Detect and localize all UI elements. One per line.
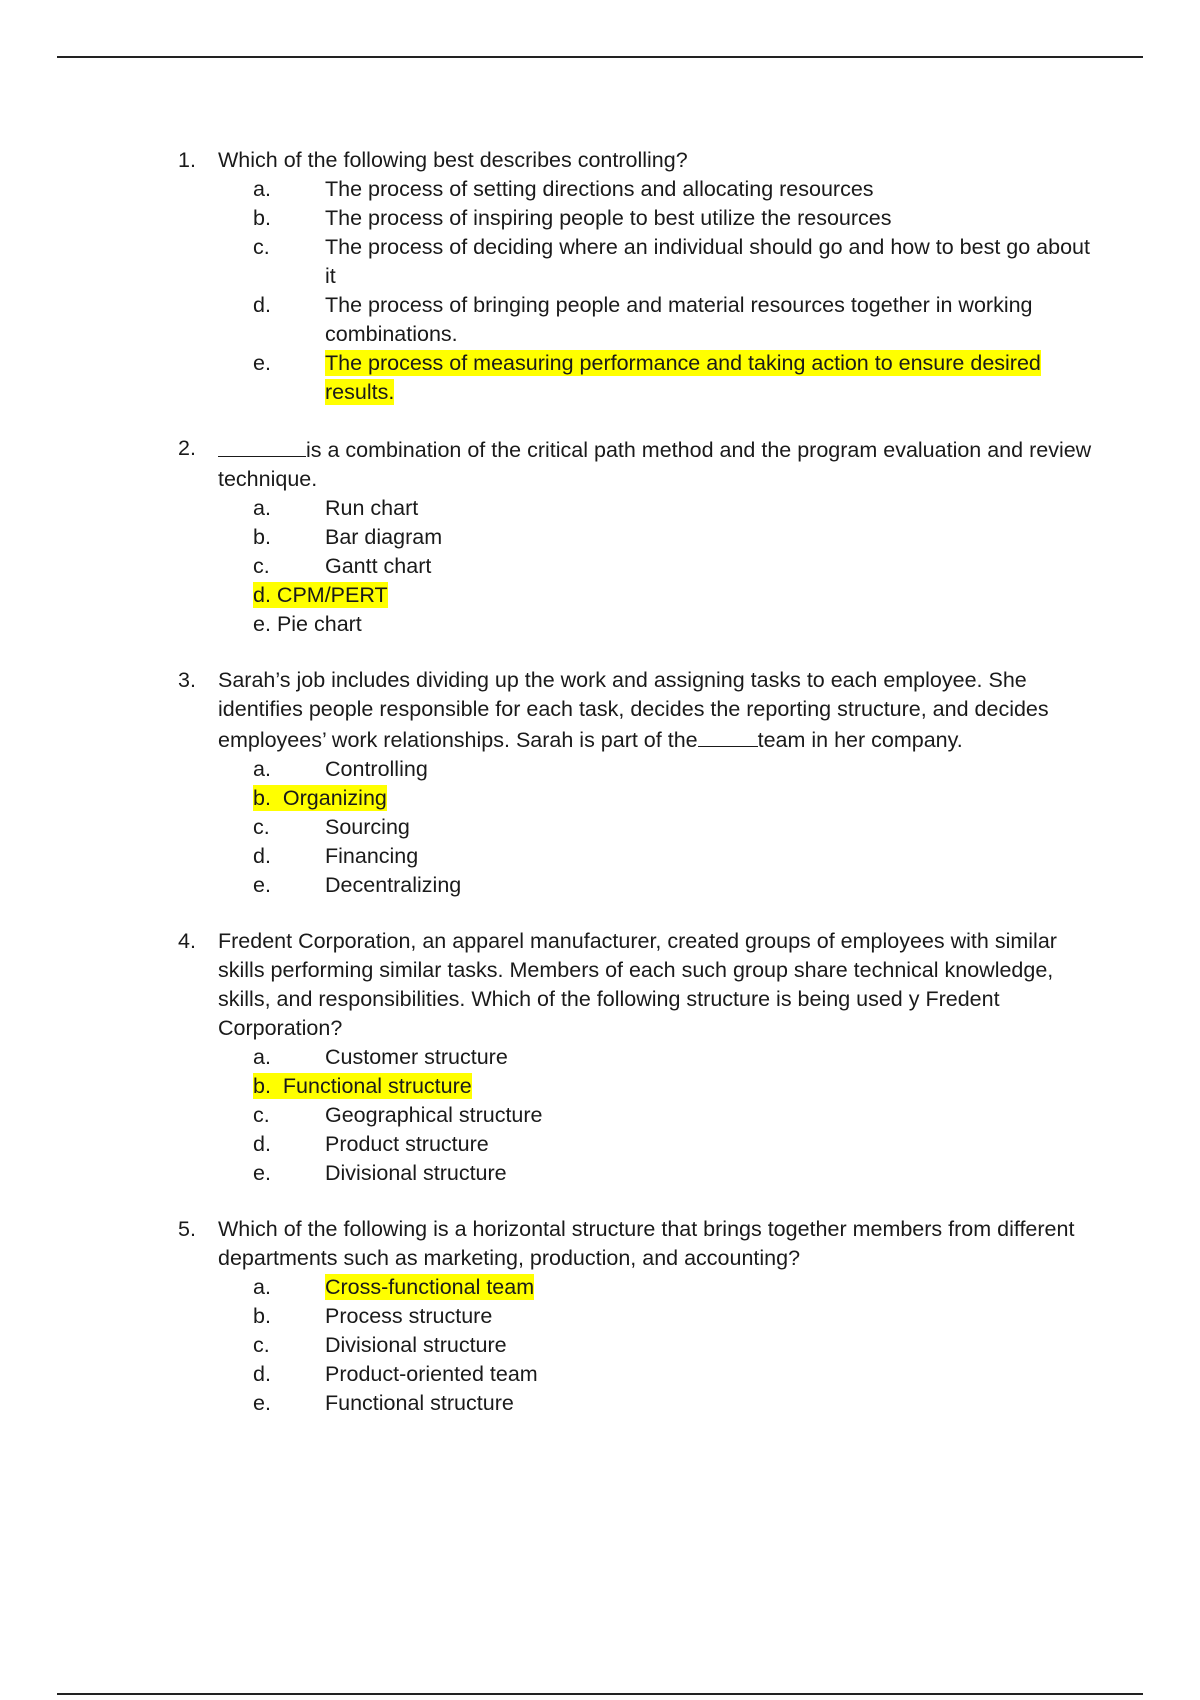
- option-letter: e.: [253, 873, 271, 897]
- option-letter: b.: [253, 786, 271, 810]
- option-e: [253, 871, 1098, 900]
- option-text: Functional structure: [325, 1391, 514, 1415]
- option-letter: c.: [253, 815, 270, 839]
- question-5: [178, 1215, 1098, 1418]
- option-c: [253, 1331, 1098, 1360]
- question-number: 5.: [178, 1217, 196, 1241]
- option-b: [253, 204, 1098, 233]
- question-number: 1.: [178, 148, 196, 172]
- option-b-answer: [253, 1072, 1098, 1101]
- option-d-answer: [253, 581, 1098, 610]
- question-text: Which of the following best describes controlling?: [218, 148, 688, 172]
- question-text: [218, 434, 1098, 494]
- option-letter: e.: [253, 1161, 271, 1185]
- option-text: The process of inspiring people to best utilize the resources: [325, 206, 892, 230]
- option-text: The process of setting directions and allocating resources: [325, 177, 874, 201]
- option-c: [253, 552, 1098, 581]
- option-letter: b.: [253, 206, 271, 230]
- option-text: Customer structure: [325, 1045, 508, 1069]
- question-text-after-blank: is a combination of the critical path method and the program evaluation and review technique.: [218, 438, 1092, 491]
- option-c: [253, 813, 1098, 842]
- option-c: [253, 233, 1098, 291]
- option-b: [253, 523, 1098, 552]
- option-letter: a.: [253, 1275, 271, 1299]
- fill-in-blank: [218, 434, 306, 457]
- option-text: Financing: [325, 844, 419, 868]
- highlighted-answer: [253, 582, 388, 608]
- option-text: Functional structure: [282, 1074, 472, 1098]
- option-d: [253, 1360, 1098, 1389]
- question-text: Which of the following is a horizontal structure that brings together members from different departments such as marketing, production, and accounting?: [218, 1217, 1075, 1270]
- highlighted-answer: [253, 1073, 472, 1099]
- option-a: [253, 1043, 1098, 1072]
- option-text: Decentralizing: [325, 873, 462, 897]
- option-text: Pie chart: [276, 612, 362, 636]
- option-text: Divisional structure: [325, 1161, 507, 1185]
- question-2: [178, 434, 1098, 639]
- option-letter: d.: [253, 1362, 271, 1386]
- option-letter: d.: [253, 583, 271, 607]
- option-text: The process of bringing people and material resources together in working combinations.: [325, 293, 1033, 346]
- option-letter: b.: [253, 1074, 271, 1098]
- option-letter: e.: [253, 1391, 271, 1415]
- option-text: Sourcing: [325, 815, 410, 839]
- option-letter: d.: [253, 844, 271, 868]
- option-text: Geographical structure: [325, 1103, 543, 1127]
- header-rule: [57, 56, 1143, 58]
- option-letter: c.: [253, 1103, 270, 1127]
- option-d: [253, 842, 1098, 871]
- option-letter: c.: [253, 554, 270, 578]
- option-letter: b.: [253, 525, 271, 549]
- option-text: CPM/PERT: [276, 583, 388, 607]
- option-a-answer: [253, 1273, 1098, 1302]
- question-4: [178, 927, 1098, 1188]
- option-text: The process of deciding where an individual should go and how to best go about it: [325, 235, 1090, 288]
- option-c: [253, 1101, 1098, 1130]
- options-list: [218, 175, 1098, 407]
- options-list: [218, 1043, 1098, 1188]
- option-letter: d.: [253, 1132, 271, 1156]
- option-text: Bar diagram: [325, 525, 443, 549]
- question-number: 4.: [178, 929, 196, 953]
- options-list: [218, 755, 1098, 900]
- footer-rule: [57, 1693, 1143, 1695]
- option-e: [253, 1159, 1098, 1188]
- option-d: [253, 291, 1098, 349]
- option-b-answer: [253, 784, 1098, 813]
- highlighted-answer: The process of measuring performance and taking action to ensure desired results.: [325, 351, 1041, 404]
- fill-in-blank: [698, 724, 758, 747]
- option-text: Divisional structure: [325, 1333, 507, 1357]
- question-text-before-blank: Sarah’s job includes dividing up the work and assigning tasks to each employee. She identifies people responsible for each task, decides the reporting structure, and decides employees’ work relationships. Sarah is part of the: [218, 668, 1049, 752]
- option-e: [253, 610, 1098, 639]
- option-text: Run chart: [325, 496, 419, 520]
- option-a: [253, 175, 1098, 204]
- option-text: Process structure: [325, 1304, 493, 1328]
- option-letter: b.: [253, 1304, 271, 1328]
- option-text: Organizing: [282, 786, 387, 810]
- question-text: Fredent Corporation, an apparel manufacturer, created groups of employees with similar skills performing similar tasks. Members of each such group share technical knowledge, skills, and responsibilities. Which of the following structure is being used y Fredent Corporation?: [218, 929, 1057, 1040]
- option-text: Controlling: [325, 757, 428, 781]
- quiz-content: [178, 146, 1098, 1445]
- option-a: [253, 755, 1098, 784]
- question-text: [218, 666, 1098, 755]
- question-1: [178, 146, 1098, 407]
- option-letter: d.: [253, 293, 271, 317]
- question-number: 3.: [178, 668, 196, 692]
- options-list: [218, 1273, 1098, 1418]
- option-letter: e.: [253, 351, 271, 375]
- option-letter: c.: [253, 1333, 270, 1357]
- option-letter: e.: [253, 612, 271, 636]
- option-e: [253, 1389, 1098, 1418]
- option-e-answer: [253, 349, 1098, 407]
- option-letter: a.: [253, 496, 271, 520]
- question-text-after-blank: team in her company.: [757, 728, 963, 752]
- option-letter: a.: [253, 757, 271, 781]
- option-text: Product structure: [325, 1132, 489, 1156]
- option-b: [253, 1302, 1098, 1331]
- option-text: Gantt chart: [325, 554, 432, 578]
- option-a: [253, 494, 1098, 523]
- option-letter: c.: [253, 235, 270, 259]
- option-d: [253, 1130, 1098, 1159]
- question-3: [178, 666, 1098, 900]
- option-letter: a.: [253, 177, 271, 201]
- option-text: Product-oriented team: [325, 1362, 538, 1386]
- highlighted-answer: [253, 785, 387, 811]
- option-letter: a.: [253, 1045, 271, 1069]
- highlighted-answer: Cross-functional team: [325, 1275, 535, 1299]
- options-list: [218, 494, 1098, 639]
- question-number: 2.: [178, 436, 196, 460]
